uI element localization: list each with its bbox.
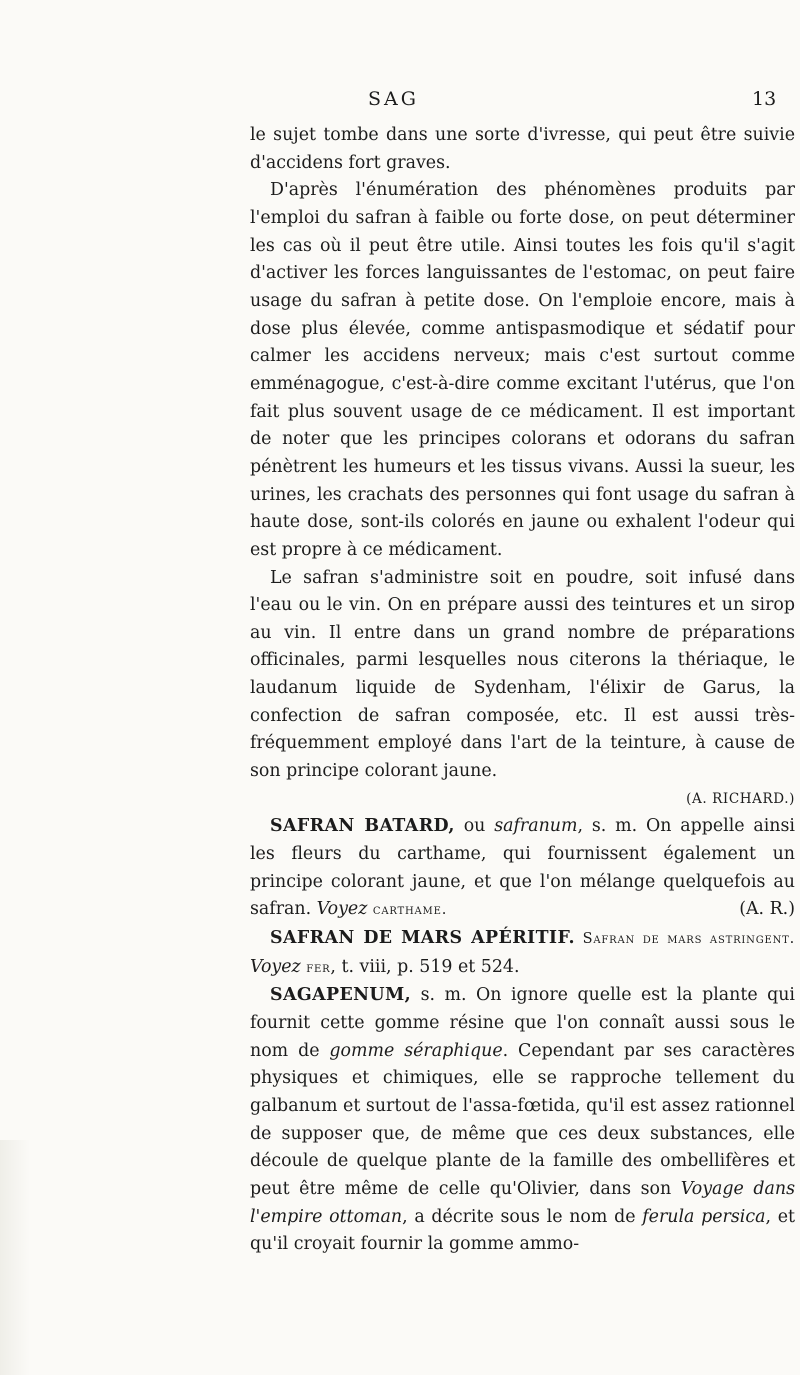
body-text — [250, 122, 795, 1259]
entry-spacer — [575, 928, 583, 948]
cross-ref-target: fer — [306, 959, 331, 976]
entry-safran-batard — [250, 813, 795, 925]
entry-subhead: Safran de mars astringent. — [582, 931, 796, 948]
paragraph-uses: D'après l'énumération des phénomènes produits par l'emploi du safran à faible ou forte dose, on peut déterminer les cas où il peut être utile. Ainsi toutes les fois qu'il s'agit d'activer les forces languissantes de l'estomac, on peut faire usage du safran à petite dose. On l'emploie encore, mais à dose plus élevée, comme antispasmodique et sédatif pour calmer les accidens nerveux; mais c'est surtout comme emménagogue, c'est-à-dire comme excitant l'utérus, que l'on fait plus souvent usage de ce médicament. Il est important de noter que les principes colorans et odorans du safran pénètrent les humeurs et les tissus vivans. Aussi la sueur, les urines, les crachats des personnes qui font usage du safran à haute dose, sont-ils colorés en jaune ou exhalent l'odeur qui est propre à ce médicament. — [250, 180, 795, 560]
cross-ref-target: carthame. — [372, 902, 448, 919]
paragraph-administration: Le safran s'administre soit en poudre, soit infusé dans l'eau ou le vin. On en prépare aussi des teintures et un sirop au vin. Il entre dans un grand nombre de préparations officinales, parmi lesquelles nous citerons la thériaque, le laudanum liquide de Sydenham, l'élixir de Garus, la confection de safran composée, etc. Il est aussi très-fréquemment employé dans l'art de la teinture, à cause de son principe colorant jaune. — [250, 567, 795, 782]
entry-text: , et qu'il croyait fournir la gomme ammo- — [250, 1206, 795, 1255]
entry-text: . Cependant par ses caractères physiques et chimiques, elle se rapproche tellement du galbanum et surtout de l'assa-fœtida, qu'il est assez rationnel de supposer que, de même que ces deux substances, elle découle de quelque plante de la famille des ombellifères et peut être même de celle qu'Olivier, dans son — [250, 1040, 795, 1199]
entry-connector: ou — [454, 816, 495, 837]
entry-latin-name: ferula persica — [642, 1206, 766, 1227]
entry-head-safran-de-mars: SAFRAN DE MARS APÉRITIF. — [270, 928, 575, 949]
entry-head-safran-batard: SAFRAN BATARD, — [270, 816, 455, 837]
entry-book-title: Voyage dans l'empire ottoman — [250, 1178, 796, 1227]
running-head: SAG — [368, 88, 419, 110]
paragraph-continued: le sujet tombe dans une sorte d'ivresse, qui peut être suivie d'accidens fort graves. — [250, 125, 795, 173]
cross-ref-voyez: Voyez — [250, 956, 301, 977]
entry-text: , a décrite sous le nom de — [402, 1206, 643, 1227]
author-signature: (A. RICHARD.) — [686, 790, 795, 807]
cross-ref-voyez: Voyez — [316, 899, 368, 920]
entry-definition: , s. m. On appelle ainsi les fleurs du carthame, qui fournissent également un principe colorant jaune, et que l'on mélange quelquefois au safran. — [250, 816, 795, 920]
page-number: 13 — [752, 88, 777, 110]
binding-edge — [0, 1140, 30, 1375]
page-header — [0, 88, 800, 116]
entry-head-sagapenum: SAGAPENUM, — [270, 985, 412, 1006]
entry-italic-term: gomme séraphique — [329, 1040, 503, 1061]
entry-latin-name: safranum — [494, 816, 578, 837]
entry-sagapenum — [250, 982, 795, 1259]
entry-safran-de-mars — [250, 925, 795, 982]
cross-ref-location: , t. viii, p. 519 et 524. — [330, 956, 520, 977]
entry-signature: (A. R.) — [739, 899, 795, 920]
entry-text: s. m. On ignore quelle est la plante qui fournit cette gomme résine que l'on connaît aussi sous le nom de — [250, 985, 795, 1061]
